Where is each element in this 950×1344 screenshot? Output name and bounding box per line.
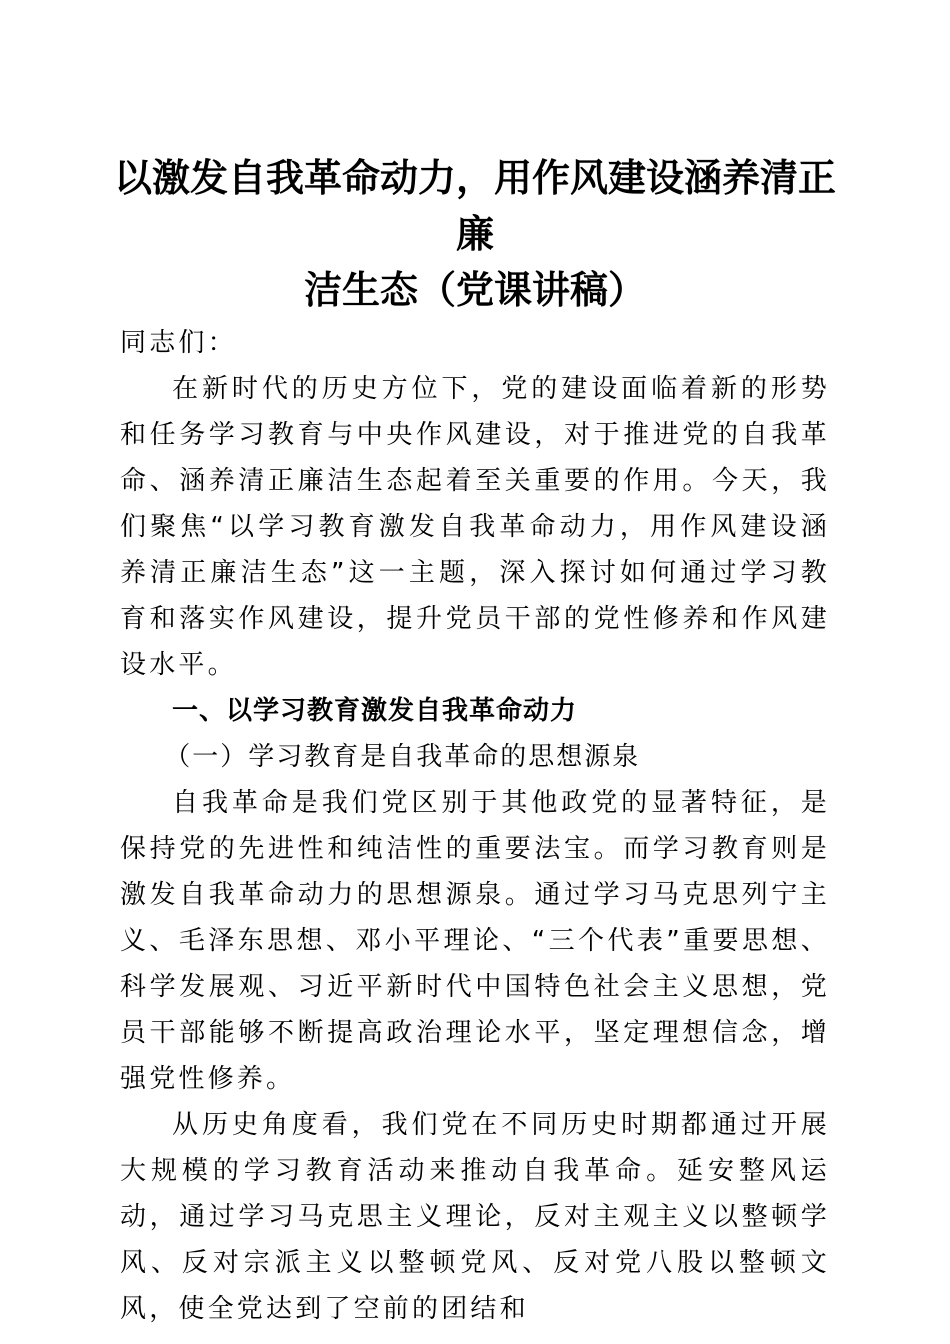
- title-line-1: 以激发自我革命动力，用作风建设涵养清正廉: [113, 155, 836, 256]
- document-title: [110, 150, 840, 318]
- body-paragraph-2: 从历史角度看，我们党在不同历史时期都通过开展大规模的学习教育活动来推动自我革命。延安整风运动，通过学习马克思主义理论，反对主观主义以整顿学风、反对宗派主义以整顿党风、反对党八股以整顿文风，使全党达到了空前的团结和: [120, 1110, 830, 1324]
- greeting: 同志们：: [120, 328, 237, 358]
- title-line-2: 洁生态（党课讲稿）: [303, 267, 646, 312]
- body-paragraph-1: 自我革命是我们党区别于其他政党的显著特征，是保持党的先进性和纯洁性的重要法宝。而学习教育则是激发自我革命动力的思想源泉。通过学习马克思列宁主义、毛泽东思想、邓小平理论、“三个代表”重要思想、科学发展观、习近平新时代中国特色社会主义思想，党员干部能够不断提高政治理论水平，坚定理想信念，增强党性修养。: [120, 788, 830, 1094]
- subsection-heading-1: （一）学习教育是自我革命的思想源泉: [164, 742, 641, 772]
- section-heading-1: 一、以学习教育激发自我革命动力: [172, 696, 578, 726]
- intro-paragraph: 在新时代的历史方位下，党的建设面临着新的形势和任务学习教育与中央作风建设，对于推进党的自我革命、涵养清正廉洁生态起着至关重要的作用。今天，我们聚焦“以学习教育激发自我革命动力，用作风建设涵养清正廉洁生态”这一主题，深入探讨如何通过学习教育和落实作风建设，提升党员干部的党性修养和作风建设水平。: [120, 374, 830, 680]
- document-body: [120, 320, 830, 1332]
